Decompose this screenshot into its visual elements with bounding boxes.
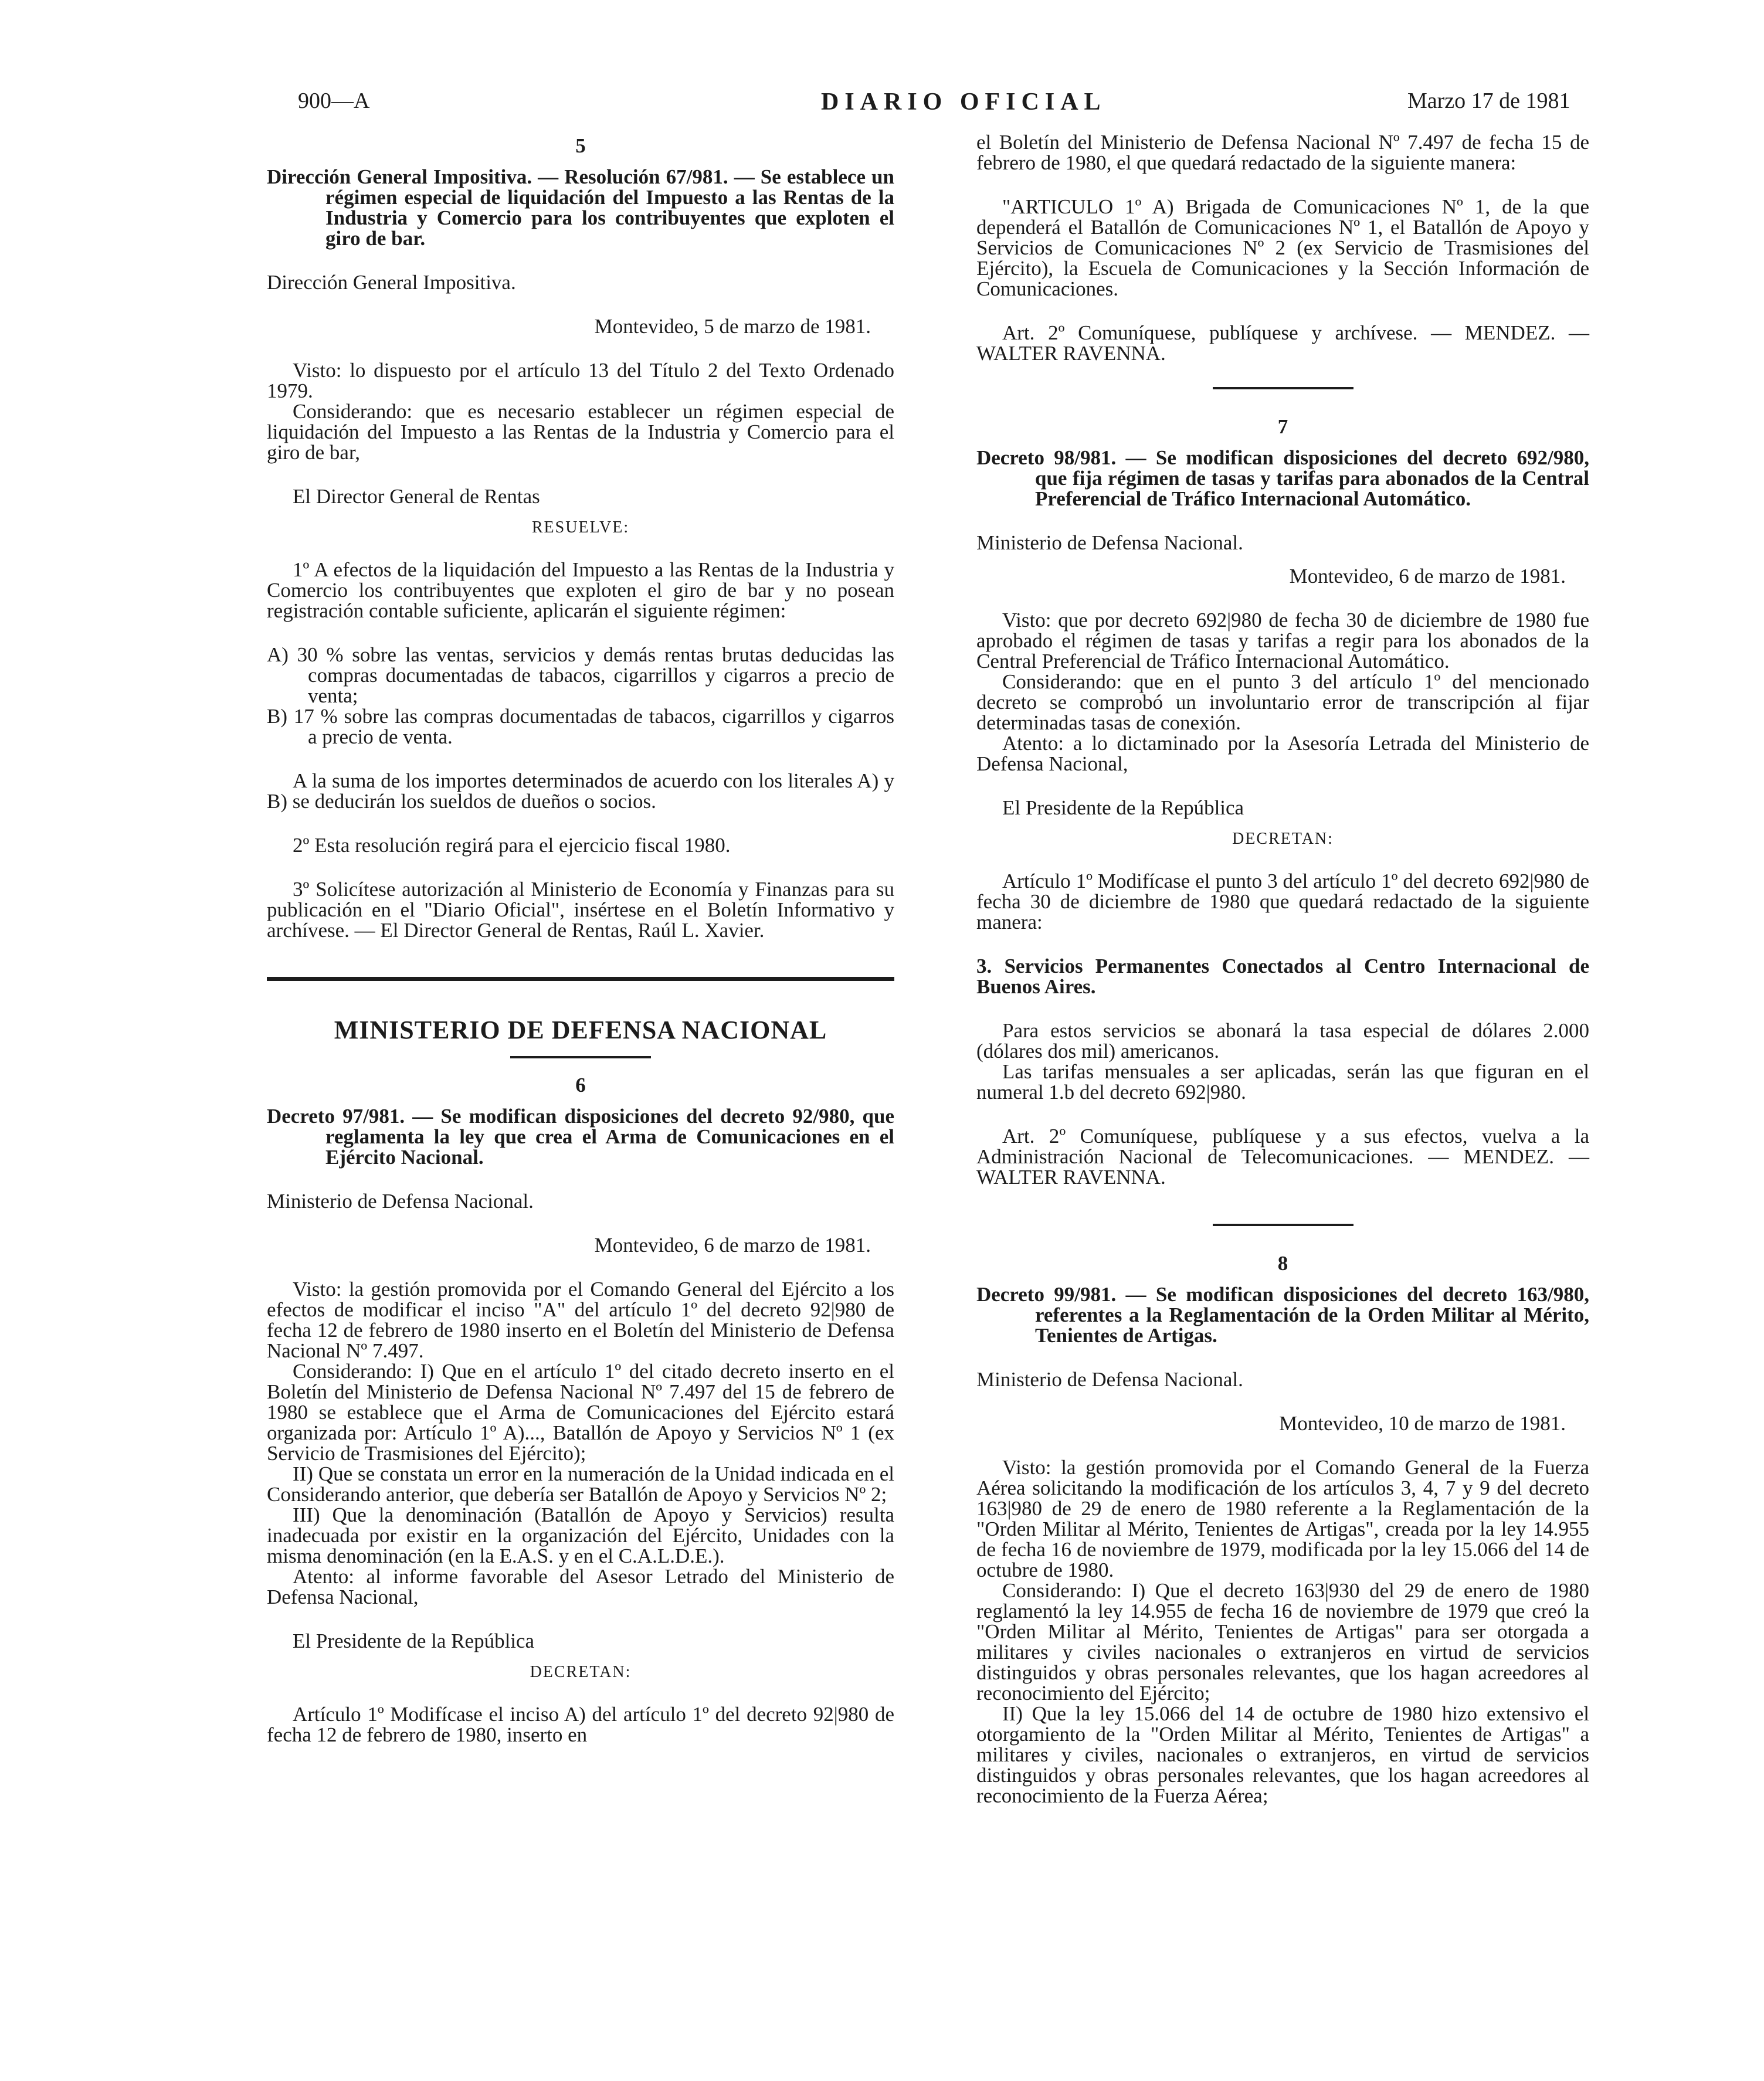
section-6-org: Ministerio de Defensa Nacional. bbox=[267, 1190, 534, 1213]
section-7-article-2: Art. 2º Comuníquese, publíquese y a sus efectos, vuelva a la Administración Nacional de Telecomunicaciones. — MENDEZ. — WALTER RAVENNA. bbox=[976, 1125, 1589, 1189]
section-8-org: Ministerio de Defensa Nacional. bbox=[976, 1368, 1243, 1391]
section-6-considerando-2: II) Que se constata un error en la numeración de la Unidad indicada en el Considerando anterior, que debería ser Batallón de Apoyo y Servicios Nº 2; bbox=[267, 1462, 894, 1506]
section-6-date: Montevideo, 6 de marzo de 1981. bbox=[594, 1234, 871, 1257]
section-7-date: Montevideo, 6 de marzo de 1981. bbox=[1289, 565, 1566, 588]
section-number-5: 5 bbox=[575, 134, 586, 157]
section-7-org: Ministerio de Defensa Nacional. bbox=[976, 531, 1243, 554]
right-column bbox=[976, 132, 1589, 1806]
section-5-title: Dirección General Impositiva. — Resolución 67/981. — Se establece un régimen especial de liquidación del Impuesto a las Rentas de la Industria y Comercio para los contribuyentes que exploten el giro de bar. bbox=[267, 165, 894, 250]
section-6-authority: El Presidente de la República bbox=[293, 1630, 535, 1652]
section-5-resuelve: RESUELVE: bbox=[531, 518, 630, 537]
section-7-punto-3: 3. Servicios Permanentes Conectados al Centro Internacional de Buenos Aires. bbox=[976, 955, 1589, 998]
section-7-tarifas: Las tarifas mensuales a ser aplicadas, serán las que figuran en el numeral 1.b del decreto 692|980. bbox=[976, 1060, 1589, 1104]
section-8-date: Montevideo, 10 de marzo de 1981. bbox=[1279, 1412, 1566, 1435]
section-5-visto: Visto: lo dispuesto por el artículo 13 del Título 2 del Texto Ordenado 1979. bbox=[267, 359, 894, 402]
section-6-continuation: el Boletín del Ministerio de Defensa Nacional Nº 7.497 de fecha 15 de febrero de 1980, el que quedará redactado de la siguiente manera: bbox=[976, 131, 1589, 174]
section-8-considerando-1: Considerando: I) Que el decreto 163|930 del 29 de enero de 1980 reglamentó la ley 14.955 de fecha 16 de noviembre de 1979 que creó la "Orden Militar al Mérito, Tenientes de Artigas" para ser otorgada a militares y civiles nacionales o extranjeros en virtud de servicios distinguidos y obras personales relevantes, que los hagan acreedores al reconocimiento del Ejército; bbox=[976, 1579, 1589, 1705]
section-5-point-2: 2º Esta resolución regirá para el ejercicio fiscal 1980. bbox=[293, 834, 731, 857]
section-number-7: 7 bbox=[1277, 415, 1288, 438]
section-7-atento: Atento: a lo dictaminado por la Asesoría Letrada del Ministerio de Defensa Nacional, bbox=[976, 732, 1589, 775]
section-6-article-1: Artículo 1º Modifícase el inciso A) del artículo 1º del decreto 92|980 de fecha 12 de febrero de 1980, inserto en bbox=[267, 1703, 894, 1746]
section-7-considerando: Considerando: que en el punto 3 del artículo 1º del mencionado decreto se comprobó un involuntario error de transcripción al fijar determinadas tasas de conexión. bbox=[976, 670, 1589, 734]
section-5-date: Montevideo, 5 de marzo de 1981. bbox=[594, 315, 871, 338]
section-7-title: Decreto 98/981. — Se modifican disposiciones del decreto 692/980, que fija régimen de tasas y tarifas para abonados de la Central Preferencial de Tráfico Internacional Automático. bbox=[976, 446, 1589, 510]
section-5-suma: A la suma de los importes determinados de acuerdo con los literales A) y B) se deducirán los sueldos de dueños o socios. bbox=[267, 769, 894, 813]
section-7-decretan: DECRETAN: bbox=[1232, 830, 1334, 848]
left-column bbox=[267, 132, 894, 1745]
issue-date: Marzo 17 de 1981 bbox=[1407, 89, 1570, 113]
section-5-literal-a: A) 30 % sobre las ventas, servicios y demás rentas brutas deducidas las compras documentadas de tabacos, cigarrillos y cigarros a precio de venta; bbox=[267, 643, 894, 707]
section-5-point-3: 3º Solicítese autorización al Ministerio de Economía y Finanzas para su publicación en el "Diario Oficial", insértese en el Boletín Informativo y archívese. — El Director General de Rentas, Raúl L. Xavier. bbox=[267, 878, 894, 942]
ministry-heading: MINISTERIO DE DEFENSA NACIONAL bbox=[334, 1016, 827, 1044]
section-7-visto: Visto: que por decreto 692|980 de fecha 30 de diciembre de 1980 fue aprobado el régimen de tasas y tarifas a regir para los abonados de la Central Preferencial de Tráfico Internacional Automático. bbox=[976, 609, 1589, 673]
section-8-title: Decreto 99/981. — Se modifican disposiciones del decreto 163/980, referentes a la Reglamentación de la Orden Militar al Mérito, Tenientes de Artigas. bbox=[976, 1283, 1589, 1347]
section-6-articulo-text: "ARTICULO 1º A) Brigada de Comunicaciones Nº 1, de la que dependerá el Batallón de Comunicaciones Nº 1, el Batallón de Apoyo y Servicios de Comunicaciones Nº 2 (ex Servicio de Trasmisiones del Ejército), la Escuela de Comunicaciones y la Sección Información de Comunicaciones. bbox=[976, 195, 1589, 300]
section-6-atento: Atento: al informe favorable del Asesor Letrado del Ministerio de Defensa Nacional, bbox=[267, 1565, 894, 1608]
section-number-6: 6 bbox=[575, 1074, 586, 1096]
section-5-literal-b: B) 17 % sobre las compras documentadas de tabacos, cigarrillos y cigarros a precio de venta. bbox=[267, 705, 894, 748]
section-8-visto: Visto: la gestión promovida por el Comando General de la Fuerza Aérea solicitando la modificación de los artículos 3, 4, 7 y 9 del decreto 163|980 de 29 de enero de 1980 referente a la Reglamentación de la "Orden Militar al Mérito, Tenientes de Artigas", creada por la ley 14.955 de fecha 16 de noviembre de 1979, modificada por la ley 15.066 del 14 de octubre de 1980. bbox=[976, 1456, 1589, 1581]
section-7-article-1: Artículo 1º Modifícase el punto 3 del artículo 1º del decreto 692|980 de fecha 30 de diciembre de 1980 que quedará redactado de la siguiente manera: bbox=[976, 870, 1589, 933]
section-5-considerando: Considerando: que es necesario establecer un régimen especial de liquidación del Impuesto a las Rentas de la Industria y Comercio para el giro de bar, bbox=[267, 400, 894, 464]
section-6-title: Decreto 97/981. — Se modifican disposiciones del decreto 92/980, que reglamenta la ley que crea el Arma de Comunicaciones en el Ejército Nacional. bbox=[267, 1105, 894, 1169]
section-6-article-2: Art. 2º Comuníquese, publíquese y archívese. — MENDEZ. — WALTER RAVENNA. bbox=[976, 321, 1589, 365]
section-divider bbox=[267, 977, 894, 981]
publication-title: DIARIO OFICIAL bbox=[821, 89, 1107, 116]
section-8-considerando-2: II) Que la ley 15.066 del 14 de octubre de 1980 hizo extensivo el otorgamiento de la "Orden Militar al Mérito, Tenientes de Artigas" a militares y civiles, nacionales o extranjeros, en virtud de servicios distinguidos y obras personales relevantes, que los hagan acreedores al reconocimiento de la Fuerza Aérea; bbox=[976, 1702, 1589, 1807]
section-5-authority: El Director General de Rentas bbox=[293, 485, 540, 508]
section-7-authority: El Presidente de la República bbox=[1002, 796, 1244, 819]
section-number-8: 8 bbox=[1277, 1252, 1288, 1275]
section-5-point-1: 1º A efectos de la liquidación del Impuesto a las Rentas de la Industria y Comercio los contribuyentes que exploten el giro de bar y no posean registración contable suficiente, aplicarán el siguiente régimen: bbox=[267, 558, 894, 622]
section-5-org: Dirección General Impositiva. bbox=[267, 271, 516, 294]
page-number: 900—A bbox=[298, 89, 370, 113]
section-7-tasa: Para estos servicios se abonará la tasa especial de dólares 2.000 (dólares dos mil) americanos. bbox=[976, 1019, 1589, 1062]
section-6-decretan: DECRETAN: bbox=[530, 1663, 632, 1681]
section-6-considerando-3: III) Que la denominación (Batallón de Apoyo y Servicios) resulta inadecuada por existir en la organización del Ejército, Unidades con la misma denominación (en la E.A.S. y en el C.A.L.D.E.). bbox=[267, 1503, 894, 1567]
section-6-considerando-1: Considerando: I) Que en el artículo 1º del citado decreto inserto en el Boletín del Ministerio de Defensa Nacional Nº 7.497 del 15 de febrero de 1980 se establece que el Arma de Comunicaciones del Ejército estará organizada por: Artículo 1º A)..., Batallón de Apoyo y Servicios Nº 1 (ex Servicio de Trasmisiones del Ejército); bbox=[267, 1360, 894, 1465]
section-6-visto: Visto: la gestión promovida por el Comando General del Ejército a los efectos de modificar el inciso "A" del artículo 1º del decreto 92|980 de fecha 12 de febrero de 1980 inserto en el Boletín del Ministerio de Defensa Nacional Nº 7.497. bbox=[267, 1278, 894, 1362]
